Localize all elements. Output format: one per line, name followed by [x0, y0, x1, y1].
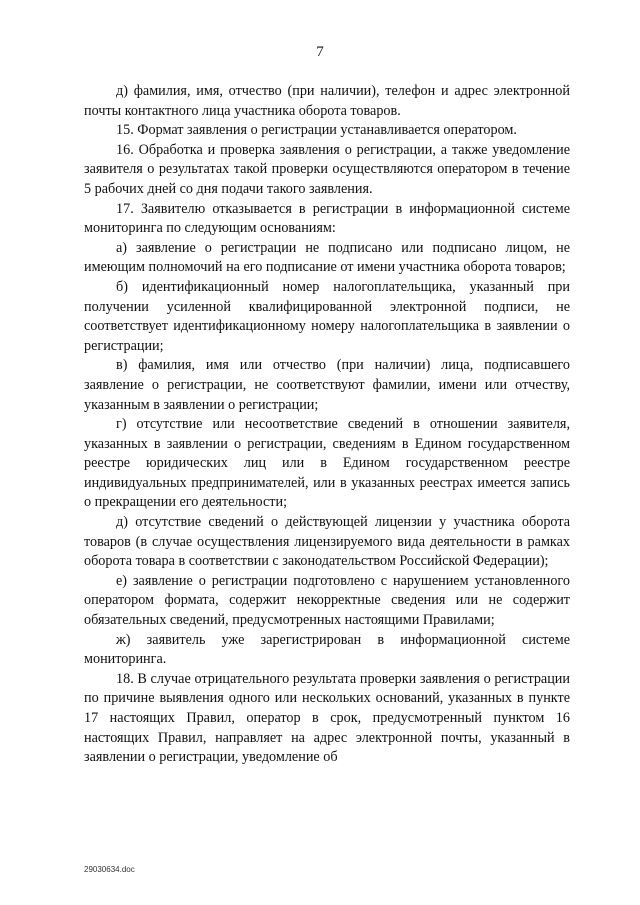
paragraph-16: 16. Обработка и проверка заявления о регистрации, а также уведомление заявителя о результатах такой проверки осуществляются оператором в течение 5 рабочих дней со дня подачи такого заявления.	[84, 141, 570, 197]
paragraph-15: 15. Формат заявления о регистрации устанавливается оператором.	[116, 122, 517, 139]
paragraph-17: 17. Заявителю отказывается в регистрации в информационной системе мониторинга по следующим основаниям:	[84, 200, 570, 237]
paragraph-17-b: б) идентификационный номер налогоплательщика, указанный при получении усиленной квалифицированной электронной подписи, не соответствует идентификационному номеру налогоплательщика в заявлении о регистрации;	[84, 278, 570, 354]
page-number: 7	[316, 44, 324, 60]
document-body	[84, 82, 570, 768]
paragraph-17-d: д) отсутствие сведений о действующей лицензии у участника оборота товаров (в случае осуществления лицензируемого вида деятельности в рамках оборота товара в соответствии с законодательством Российской Федерации);	[84, 514, 570, 570]
paragraph-17-g: г) отсутствие или несоответствие сведений в отношении заявителя, указанных в заявлении о регистрации, сведениям в Едином государственном реестре юридических лиц или в Едином государственном реестре индивидуальных предпринимателей, или в указанных реестрах имеется запись о прекращении его деятельности;	[84, 416, 570, 511]
paragraph-18: 18. В случае отрицательного результата проверки заявления о регистрации по причине выявления одного или нескольких оснований, указанных в пункте 17 настоящих Правил, оператор в срок, предусмотренный пунктом 16 настоящих Правил, направляет на адрес электронной почты, указанный в заявлении о регистрации, уведомление об	[84, 670, 570, 766]
paragraph-item-d-contact: д) фамилия, имя, отчество (при наличии), телефон и адрес электронной почты контактного лица участника оборота товаров.	[84, 83, 570, 119]
paragraph-17-a: а) заявление о регистрации не подписано или подписано лицом, не имеющим полномочий на его подписание от имени участника оборота товаров;	[84, 239, 570, 276]
paragraph-17-zh: ж) заявитель уже зарегистрирован в информационной системе мониторинга.	[84, 631, 570, 668]
paragraph-17-e: е) заявление о регистрации подготовлено с нарушением установленного оператором формата, содержит некорректные сведения или не содержит обязательных сведений, предусмотренных настоящими Правилами;	[84, 572, 570, 629]
paragraph-17-v: в) фамилия, имя или отчество (при наличии) лица, подписавшего заявление о регистрации, не соответствуют фамилии, имени или отчеству, указанным в заявлении о регистрации;	[84, 357, 570, 413]
footer-filename: 29030634.doc	[84, 865, 135, 874]
